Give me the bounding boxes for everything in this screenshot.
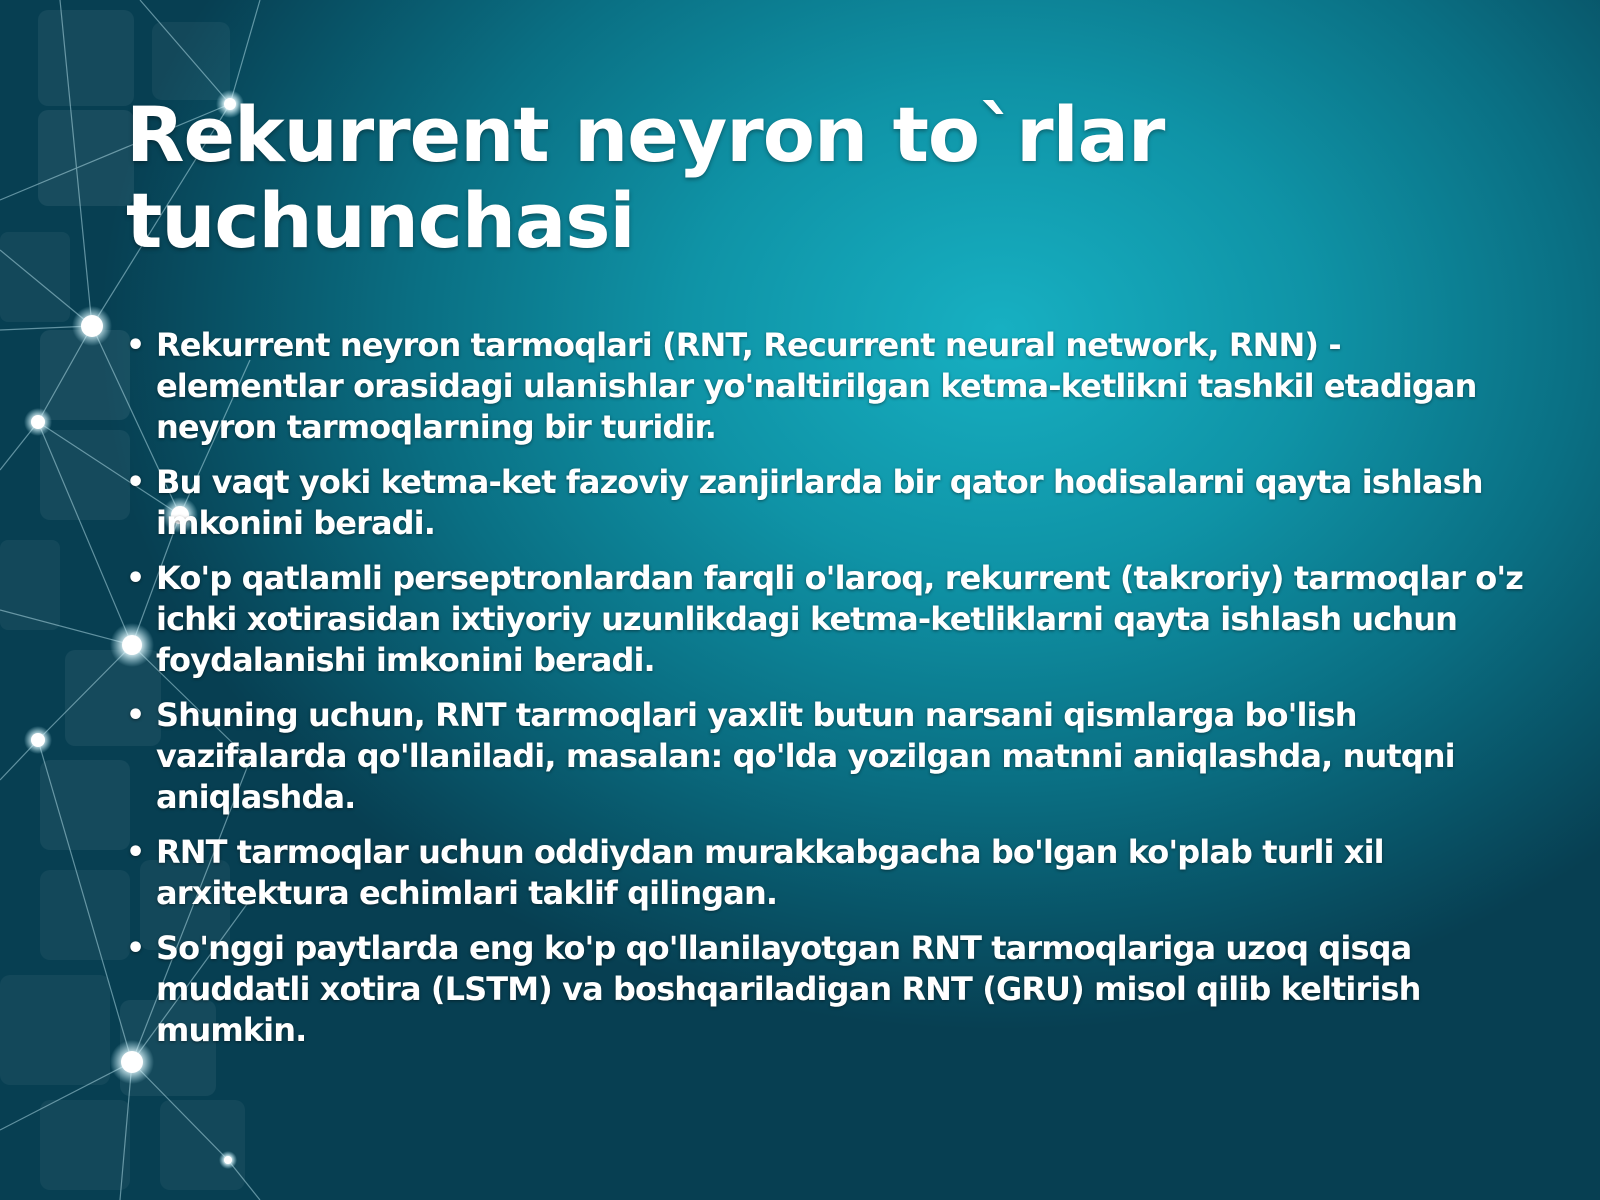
bullet-item [126,832,1526,914]
bullet-text: RNT tarmoqlar uchun oddiydan murakkabgacha bo'lgan ko'plab turli xil arxitektura echimlari taklif qilingan. [156,833,1384,912]
bullet-item [126,462,1526,544]
slide-title [126,92,1506,264]
bullet-dot: • [126,698,145,733]
bullet-dot: • [126,561,145,596]
bullet-dot: • [126,465,145,500]
bullet-text: Shuning uchun, RNT tarmoqlari yaxlit butun narsani qismlarga bo'lish vazifalarda qo'llaniladi, masalan: qo'lda yozilgan matnni aniqlashda, nutqni aniqlashda. [156,696,1455,816]
bullet-item [126,325,1526,448]
bullet-item [126,695,1526,818]
bullet-dot: • [126,328,145,363]
slide-title-line-2: tuchunchasi [126,176,635,265]
bullet-item [126,558,1526,681]
bullet-dot: • [126,931,145,966]
slide-title-line-1: Rekurrent neyron to`rlar [126,90,1165,179]
bullet-dot: • [126,835,145,870]
bullet-text: Bu vaqt yoki ketma-ket fazoviy zanjirlarda bir qator hodisalarni qayta ishlash imkonini beradi. [156,463,1483,542]
bullet-text: Rekurrent neyron tarmoqlari (RNT, Recurrent neural network, RNN) - elementlar orasidagi ulanishlar yo'naltirilgan ketma-ketlikni tashkil etadigan neyron tarmoqlarning bir turidir. [156,326,1477,446]
bullet-text: Ko'p qatlamli perseptronlardan farqli o'laroq, rekurrent (takroriy) tarmoqlar o'z ichki xotirasidan ixtiyoriy uzunlikdagi ketma-ketliklarni qayta ishlash uchun foydalanishi imkonini beradi. [156,559,1523,679]
bullet-list [126,325,1526,1065]
bullet-item [126,928,1526,1051]
bullet-text: So'nggi paytlarda eng ko'p qo'llanilayotgan RNT tarmoqlariga uzoq qisqa muddatli xotira (LSTM) va boshqariladigan RNT (GRU) misol qilib keltirish mumkin. [156,929,1421,1049]
